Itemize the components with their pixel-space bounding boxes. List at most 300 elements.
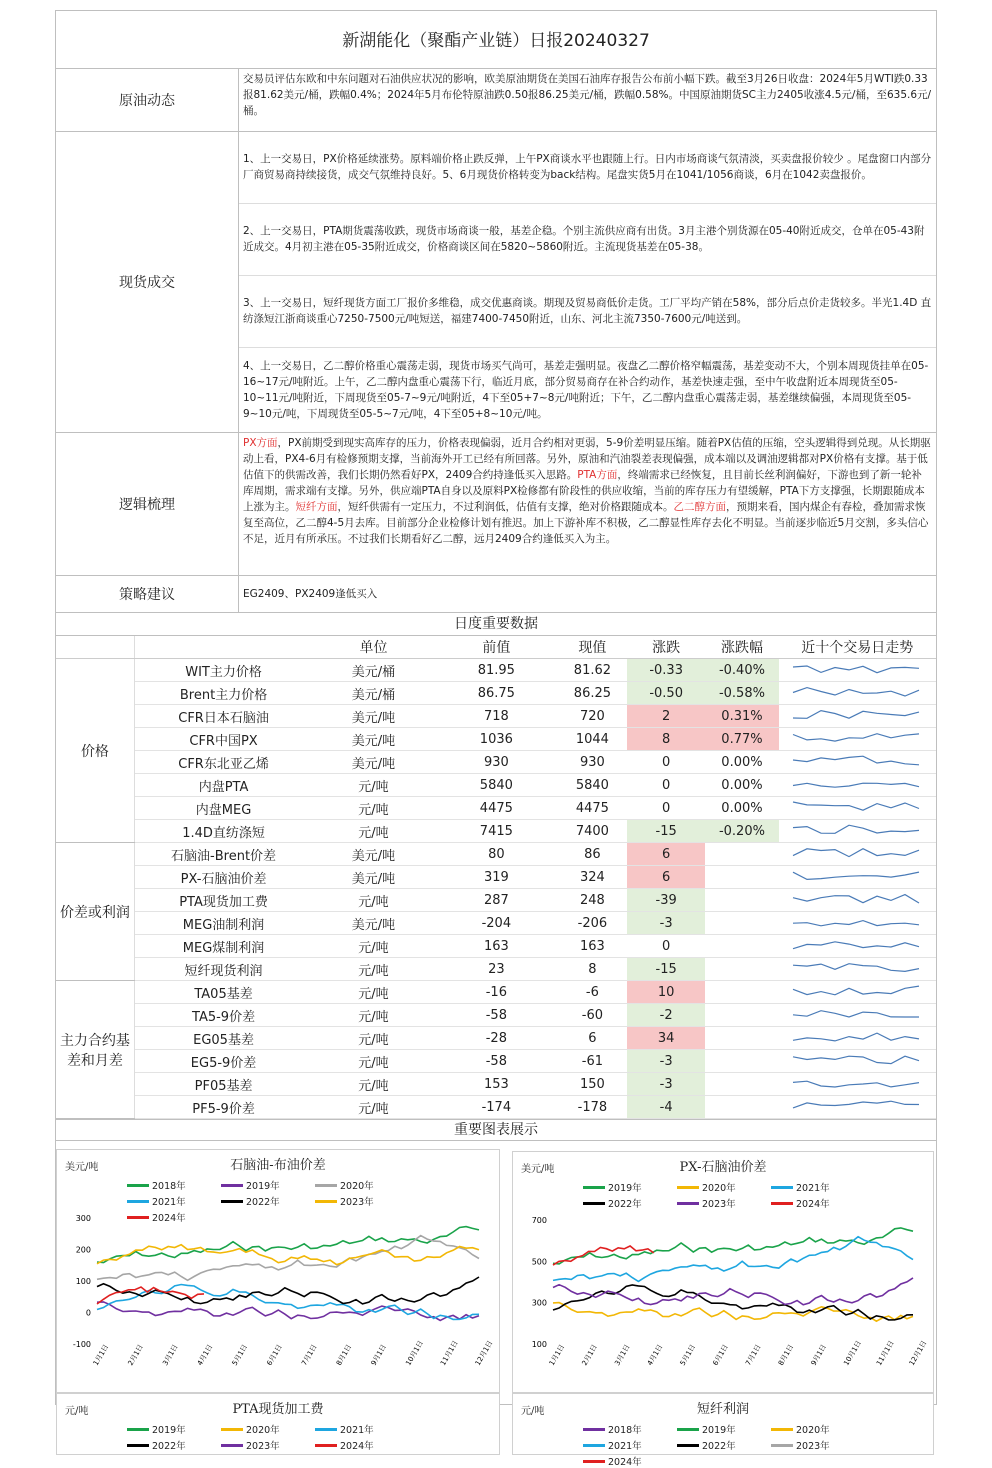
row-pct (705, 1073, 778, 1096)
x-tick-label: 2月1日 (126, 1343, 145, 1367)
x-tick-label: 7月1日 (744, 1343, 763, 1367)
x-tick-label: 12月1日 (907, 1339, 929, 1367)
legend-swatch (583, 1428, 605, 1431)
row-change: 6 (627, 866, 706, 889)
row-pct (705, 866, 778, 889)
legend-label: 2021年 (608, 1441, 642, 1452)
row-prev: -58 (435, 1050, 558, 1073)
x-tick-label: 6月1日 (265, 1343, 284, 1367)
legend-label: 2020年 (340, 1181, 374, 1192)
logic-meg-text: ，预期来看，国内煤企有春检，叠加需求恢复至高位，乙二醇4-5月去库。目前部分企业检修计划有推迟。加上下游补库不积极，乙二醇显性库存去化不明显。当前逐步临近5月交割，多头信心不足，近月有所承压。不过我们长期看好乙二醇，远月2409合约逢低买入为主。 (243, 501, 929, 545)
row-unit: 元/吨 (312, 958, 435, 981)
legend-label: 2021年 (152, 1197, 186, 1208)
spot-section (56, 132, 936, 433)
group-label: 价差或利润 (56, 843, 134, 981)
row-cur: 81.62 (558, 659, 627, 682)
legend-swatch (221, 1444, 243, 1447)
row-prev: 4475 (435, 797, 558, 820)
row-prev: 718 (435, 705, 558, 728)
row-name: TA05基差 (134, 981, 312, 1004)
legend-item (315, 1438, 395, 1452)
x-tick-label: 4月1日 (195, 1343, 215, 1367)
trend-sparkline (779, 935, 936, 958)
y-tick-label: 500 (531, 1257, 547, 1267)
trend-sparkline (779, 820, 936, 843)
row-prev: 319 (435, 866, 558, 889)
row-pct (705, 1004, 778, 1027)
trend-sparkline (779, 682, 936, 705)
chart-title: 短纤利润 (696, 1402, 749, 1417)
row-pct (705, 1027, 778, 1050)
trend-sparkline (779, 1004, 936, 1027)
x-tick-label: 11月1日 (875, 1339, 896, 1367)
row-cur: 6 (558, 1027, 627, 1050)
chart-c4 (512, 1393, 934, 1468)
row-prev: 153 (435, 1073, 558, 1096)
chart-legend (583, 1422, 913, 1468)
x-tick-label: 7月1日 (300, 1343, 319, 1367)
row-pct: -0.58% (705, 682, 778, 705)
row-unit: 美元/桶 (312, 682, 435, 705)
legend-item (583, 1422, 663, 1436)
row-unit: 美元/吨 (312, 912, 435, 935)
table-row (56, 1004, 936, 1027)
row-pct (705, 843, 778, 866)
row-change: 8 (627, 728, 706, 751)
logic-label: 逻辑梳理 (56, 433, 239, 575)
table-row (56, 728, 936, 751)
chart-legend (127, 1422, 479, 1452)
row-change: -15 (627, 958, 706, 981)
row-change: 2 (627, 705, 706, 728)
table-row (56, 935, 936, 958)
logic-section (56, 433, 936, 576)
strategy-section (56, 576, 936, 613)
logic-meg-tag: 乙二醇方面 (673, 501, 726, 513)
legend-item (771, 1422, 851, 1436)
row-change: 0 (627, 935, 706, 958)
y-tick-label: 100 (75, 1277, 91, 1286)
legend-label: 2022年 (152, 1441, 186, 1452)
trend-sparkline (779, 1073, 936, 1096)
row-name: TA5-9价差 (134, 1004, 312, 1027)
charts-area (56, 1141, 936, 1468)
header-prev: 前值 (435, 636, 558, 659)
row-prev: 81.95 (435, 659, 558, 682)
y-tick-label: 0 (85, 1308, 91, 1318)
row-change: 0 (627, 774, 706, 797)
chart-unit: 元/吨 (65, 1406, 89, 1417)
x-tick-label: 10月1日 (842, 1339, 863, 1367)
row-unit: 元/吨 (312, 1073, 435, 1096)
crude-label: 原油动态 (56, 69, 239, 131)
chart-plot (513, 1152, 933, 1392)
row-unit: 美元/吨 (312, 866, 435, 889)
row-cur: 150 (558, 1073, 627, 1096)
legend-item (221, 1422, 301, 1436)
table-row (56, 889, 936, 912)
legend-label: 2021年 (796, 1183, 830, 1194)
logic-psf-tag: 短纤方面 (295, 501, 338, 513)
row-name: MEG油制利润 (134, 912, 312, 935)
table-row (56, 682, 936, 705)
table-row (56, 1050, 936, 1073)
logic-px-tag: PX方面 (243, 437, 278, 449)
x-tick-label: 6月1日 (711, 1343, 730, 1367)
trend-sparkline (779, 659, 936, 682)
chart-c3 (56, 1393, 500, 1455)
row-prev: -204 (435, 912, 558, 935)
row-change: -3 (627, 1050, 706, 1073)
legend-label: 2023年 (246, 1441, 280, 1452)
legend-swatch (221, 1428, 243, 1431)
row-pct: -0.20% (705, 820, 778, 843)
row-pct (705, 935, 778, 958)
legend-swatch (127, 1444, 149, 1447)
table-row (56, 1027, 936, 1050)
logic-px-text: ，PX前期受到现实高库存的压力，价格表现偏弱，近月合约相对更弱，5-9价差明显压缩。随着PX估值的压缩，空头逻辑得到兑现。从长期驱动上看，PX4-6月有检修预期支撑，当前海外开工已经有所回落。另外，原油和汽油裂差表现偏强，成本端以及调油逻辑都对PX价格有支撑。基于低估值下的供需改善，我们长期仍然看好PX，2409合约持逢低买入思路。 (243, 437, 931, 481)
row-name: 内盘PTA (134, 774, 312, 797)
row-pct: 0.00% (705, 751, 778, 774)
legend-swatch (583, 1460, 605, 1463)
row-cur: -60 (558, 1004, 627, 1027)
series-line (97, 1277, 479, 1304)
row-pct: 0.00% (705, 797, 778, 820)
row-pct: 0.00% (705, 774, 778, 797)
series-line (553, 1228, 913, 1264)
legend-label: 2019年 (246, 1181, 280, 1192)
x-tick-label: 5月1日 (678, 1343, 698, 1367)
legend-item (677, 1438, 757, 1452)
x-tick-label: 2月1日 (580, 1343, 599, 1367)
daily-header-row (56, 636, 936, 659)
trend-sparkline (779, 728, 936, 751)
trend-sparkline (779, 705, 936, 728)
row-name: CFR中国PX (134, 728, 312, 751)
trend-sparkline (779, 912, 936, 935)
row-unit: 元/吨 (312, 774, 435, 797)
row-change: 6 (627, 843, 706, 866)
series-line (553, 1278, 913, 1305)
row-unit: 美元/吨 (312, 843, 435, 866)
x-tick-label: 3月1日 (161, 1343, 180, 1367)
row-unit: 元/吨 (312, 1004, 435, 1027)
legend-label: 2024年 (152, 1213, 186, 1224)
row-name: 1.4D直纺涤短 (134, 820, 312, 843)
row-name: 石脑油-Brent价差 (134, 843, 312, 866)
legend-label: 2018年 (152, 1181, 186, 1192)
row-unit: 美元/吨 (312, 705, 435, 728)
legend-swatch (677, 1444, 699, 1447)
spot-item-meg: 4、上一交易日，乙二醇价格重心震荡走弱，现货市场买气尚可，基差走强明显。夜盘乙二醇价格窄幅震荡，基差变动不大，个别本周现货挂单在05-16~17元/吨附近。上午，乙二醇内盘重心震荡下行，临近月底，部分贸易商存在补合约动作，基差快速走强，至中午收盘附近本周现货至05-10~11元/吨附近，下周现货至05-7~9元/吨附近，4下至05+7~8元/吨附近；下午，乙二醇内盘重心震荡走弱，基差继续偏强，本周现货至05-9~10元/吨，下周现货至05-5~7元/吨，4下至05+8~10元/吨。 (243, 359, 929, 420)
row-cur: -6 (558, 981, 627, 1004)
row-name: EG5-9价差 (134, 1050, 312, 1073)
spot-item-pta: 2、上一交易日，PTA期货震荡收跌，现货市场商谈一般，基差企稳。个别主流供应商有出货。3月主港个别货源在05-40附近成交，仓单在05-43附近成交。4月初主港在05-35附近成交，价格商谈区间在5820~5860附近。主流现货基差在05-38。 (239, 204, 936, 276)
row-cur: 248 (558, 889, 627, 912)
row-prev: 930 (435, 751, 558, 774)
chart-unit: 美元/吨 (521, 1164, 555, 1175)
logic-psf-text: ，短纤供需有一定压力，不过利润低，估值有支撑，绝对价格跟随成本。 (337, 501, 674, 513)
series-line (553, 1246, 654, 1265)
row-pct: -0.40% (705, 659, 778, 682)
legend-label: 2020年 (246, 1425, 280, 1436)
trend-sparkline (779, 797, 936, 820)
row-change: -3 (627, 1073, 706, 1096)
row-prev: 86.75 (435, 682, 558, 705)
row-cur: 86.25 (558, 682, 627, 705)
row-change: -4 (627, 1096, 706, 1119)
x-tick-label: 1月1日 (91, 1343, 111, 1367)
table-row (56, 797, 936, 820)
legend-label: 2020年 (796, 1425, 830, 1436)
trend-sparkline (779, 751, 936, 774)
row-name: EG05基差 (134, 1027, 312, 1050)
row-name: PX-石脑油价差 (134, 866, 312, 889)
row-change: 0 (627, 751, 706, 774)
x-tick-label: 9月1日 (809, 1343, 829, 1367)
legend-swatch (771, 1428, 793, 1431)
group-label: 主力合约基差和月差 (56, 981, 134, 1119)
row-change: -3 (627, 912, 706, 935)
legend-label: 2023年 (796, 1441, 830, 1452)
legend-label: 2019年 (702, 1425, 736, 1436)
row-pct (705, 981, 778, 1004)
legend-item (315, 1422, 395, 1436)
row-cur: 5840 (558, 774, 627, 797)
chart-c1 (56, 1149, 500, 1393)
chart-unit: 美元/吨 (65, 1162, 99, 1173)
x-tick-label: 1月1日 (547, 1343, 567, 1367)
logic-pta-text: ，终端需求已经恢复，且目前长丝利润偏好，下游也到了新一轮补库周期，需求端有支撑。另外，供应端PTA自身以及原料PX检修都有阶段性的供应收缩，当前的库存压力有望缓解，PTA下方支撑强，长期跟随成本上涨为主。 (243, 469, 925, 513)
chart-title: PTA现货加工费 (232, 1402, 324, 1417)
x-tick-label: 12月1日 (473, 1339, 495, 1367)
legend-swatch (315, 1428, 337, 1431)
chart-unit: 元/吨 (521, 1406, 545, 1417)
spot-label: 现货成交 (56, 132, 239, 432)
row-unit: 元/吨 (312, 1050, 435, 1073)
trend-sparkline (779, 1027, 936, 1050)
legend-swatch (127, 1428, 149, 1431)
header-pct: 涨跌幅 (705, 636, 778, 659)
legend-item (127, 1438, 207, 1452)
trend-sparkline (779, 981, 936, 1004)
daily-title: 日度重要数据 (56, 613, 936, 636)
legend-label: 2019年 (152, 1425, 186, 1436)
legend-swatch (771, 1444, 793, 1447)
row-prev: 23 (435, 958, 558, 981)
header-trend: 近十个交易日走势 (779, 636, 936, 659)
daily-body (56, 659, 936, 1119)
table-row (56, 958, 936, 981)
legend-item (127, 1422, 207, 1436)
legend-item (677, 1422, 757, 1436)
table-row (56, 659, 936, 682)
x-tick-label: 9月1日 (369, 1343, 389, 1367)
legend-label: 2018年 (608, 1425, 642, 1436)
strategy-label: 策略建议 (56, 576, 239, 612)
header-cur: 现值 (558, 636, 627, 659)
row-pct (705, 958, 778, 981)
chart-title: PX-石脑油价差 (679, 1160, 767, 1175)
strategy-text: EG2409、PX2409逢低买入 (243, 588, 378, 600)
row-name: Brent主力价格 (134, 682, 312, 705)
table-row (56, 843, 936, 866)
row-name: MEG煤制利润 (134, 935, 312, 958)
x-tick-label: 4月1日 (645, 1343, 665, 1367)
row-name: CFR东北亚乙烯 (134, 751, 312, 774)
legend-label: 2022年 (246, 1197, 280, 1208)
row-unit: 元/吨 (312, 1096, 435, 1119)
table-row (56, 774, 936, 797)
legend-label: 2024年 (340, 1441, 374, 1452)
table-row (56, 912, 936, 935)
trend-sparkline (779, 958, 936, 981)
row-change: -39 (627, 889, 706, 912)
legend-label: 2024年 (796, 1199, 830, 1210)
header-unit: 单位 (312, 636, 435, 659)
row-prev: 80 (435, 843, 558, 866)
row-prev: -58 (435, 1004, 558, 1027)
row-name: 内盘MEG (134, 797, 312, 820)
trend-sparkline (779, 889, 936, 912)
row-prev: 287 (435, 889, 558, 912)
row-pct (705, 889, 778, 912)
chart-plot (57, 1150, 499, 1392)
row-cur: 7400 (558, 820, 627, 843)
legend-label: 2022年 (608, 1199, 642, 1210)
table-row (56, 820, 936, 843)
y-tick-label: 200 (75, 1245, 91, 1255)
header-chg: 涨跌 (627, 636, 706, 659)
legend-item (583, 1438, 663, 1452)
x-tick-label: 10月1日 (404, 1339, 425, 1367)
row-unit: 元/吨 (312, 1027, 435, 1050)
trend-sparkline (779, 866, 936, 889)
row-name: PF05基差 (134, 1073, 312, 1096)
trend-sparkline (779, 1050, 936, 1073)
row-cur: 8 (558, 958, 627, 981)
row-change: -0.33 (627, 659, 706, 682)
x-tick-label: 8月1日 (334, 1343, 354, 1367)
chart-c2 (512, 1151, 934, 1393)
x-tick-label: 3月1日 (613, 1343, 632, 1367)
row-cur: 930 (558, 751, 627, 774)
row-name: 短纤现货利润 (134, 958, 312, 981)
row-cur: 1044 (558, 728, 627, 751)
row-unit: 美元/吨 (312, 728, 435, 751)
x-tick-label: 11月1日 (439, 1339, 460, 1367)
logic-text (239, 433, 936, 575)
row-unit: 美元/吨 (312, 751, 435, 774)
x-tick-label: 8月1日 (776, 1343, 796, 1367)
table-row (56, 705, 936, 728)
legend-swatch (583, 1444, 605, 1447)
row-pct (705, 912, 778, 935)
table-row (56, 1096, 936, 1119)
row-change: -0.50 (627, 682, 706, 705)
x-tick-label: 5月1日 (230, 1343, 250, 1367)
row-cur: 4475 (558, 797, 627, 820)
row-pct: 0.77% (705, 728, 778, 751)
y-tick-label: 700 (531, 1216, 547, 1225)
daily-table (56, 636, 936, 1119)
row-name: PF5-9价差 (134, 1096, 312, 1119)
row-unit: 美元/桶 (312, 659, 435, 682)
row-prev: 163 (435, 935, 558, 958)
row-name: WIT主力价格 (134, 659, 312, 682)
row-cur: -61 (558, 1050, 627, 1073)
y-tick-label: 300 (531, 1298, 547, 1308)
legend-label: 2023年 (702, 1199, 736, 1210)
row-change: -2 (627, 1004, 706, 1027)
row-prev: -16 (435, 981, 558, 1004)
legend-label: 2023年 (340, 1197, 374, 1208)
y-tick-label: -100 (72, 1340, 91, 1349)
legend-label: 2020年 (702, 1183, 736, 1194)
row-cur: 163 (558, 935, 627, 958)
row-unit: 元/吨 (312, 797, 435, 820)
trend-sparkline (779, 774, 936, 797)
table-row (56, 866, 936, 889)
charts-title: 重要图表展示 (56, 1119, 936, 1141)
spot-item-px: 1、上一交易日，PX价格延续涨势。原料端价格止跌反弹，上午PX商谈水平也跟随上行。日内市场商谈气氛清淡，买卖盘报价较少 。尾盘窗口内部分厂商贸易商持续接货，成交气氛维持良好。5、6月现货价格转变为back结构。尾盘实货5月在1041/1056商谈，6月在1042卖盘报价。 (239, 132, 936, 204)
report-title: 新湖能化（聚酯产业链）日报20240327 (56, 11, 936, 69)
row-cur: -206 (558, 912, 627, 935)
row-change: -15 (627, 820, 706, 843)
row-change: 10 (627, 981, 706, 1004)
legend-label: 2019年 (608, 1183, 642, 1194)
trend-sparkline (779, 1096, 936, 1119)
row-prev: 5840 (435, 774, 558, 797)
row-cur: 86 (558, 843, 627, 866)
row-cur: 324 (558, 866, 627, 889)
row-pct: 0.31% (705, 705, 778, 728)
row-prev: -28 (435, 1027, 558, 1050)
spot-item-psf: 3、上一交易日，短纤现货方面工厂报价多维稳，成交优惠商谈。期现及贸易商低价走货。工厂平均产销在58%，部分后点价走货较多。半光1.4D 直纺涤短江浙商谈重心7250-7500元/吨短送，福建7400-7450附近，山东、河北主流7350-7600元/吨送到。 (239, 276, 936, 348)
report-page (55, 10, 937, 1468)
group-label: 价格 (56, 659, 134, 843)
legend-item (583, 1454, 663, 1468)
series-line (97, 1227, 479, 1263)
legend-item (221, 1438, 301, 1452)
crude-section (56, 69, 936, 132)
y-tick-label: 300 (75, 1214, 91, 1223)
row-unit: 元/吨 (312, 820, 435, 843)
row-prev: -174 (435, 1096, 558, 1119)
crude-text: 交易员评估东欧和中东问题对石油供应状况的影响，欧美原油期货在美国石油库存报告公布前小幅下跌。截至3月26日收盘：2024年5月WTI跌0.33报81.62美元/桶，跌幅0.4%；2024年5月布伦特原油跌0.50报86.25美元/桶，跌幅0.58%。中国原油期货SC主力2405收涨4.5元/桶，至635.6元/桶。 (243, 73, 932, 117)
row-change: 0 (627, 797, 706, 820)
row-name: CFR日本石脑油 (134, 705, 312, 728)
row-cur: -178 (558, 1096, 627, 1119)
row-unit: 元/吨 (312, 935, 435, 958)
legend-label: 2021年 (340, 1425, 374, 1436)
legend-swatch (315, 1444, 337, 1447)
row-name: PTA现货加工费 (134, 889, 312, 912)
row-pct (705, 1096, 778, 1119)
row-pct (705, 1050, 778, 1073)
row-prev: 1036 (435, 728, 558, 751)
trend-sparkline (779, 843, 936, 866)
chart-title: 石脑油-布油价差 (230, 1158, 326, 1173)
row-prev: 7415 (435, 820, 558, 843)
legend-label: 2024年 (608, 1457, 642, 1468)
table-row (56, 751, 936, 774)
legend-swatch (677, 1428, 699, 1431)
legend-item (771, 1438, 851, 1452)
table-row (56, 981, 936, 1004)
y-tick-label: 100 (531, 1340, 547, 1349)
table-row (56, 1073, 936, 1096)
